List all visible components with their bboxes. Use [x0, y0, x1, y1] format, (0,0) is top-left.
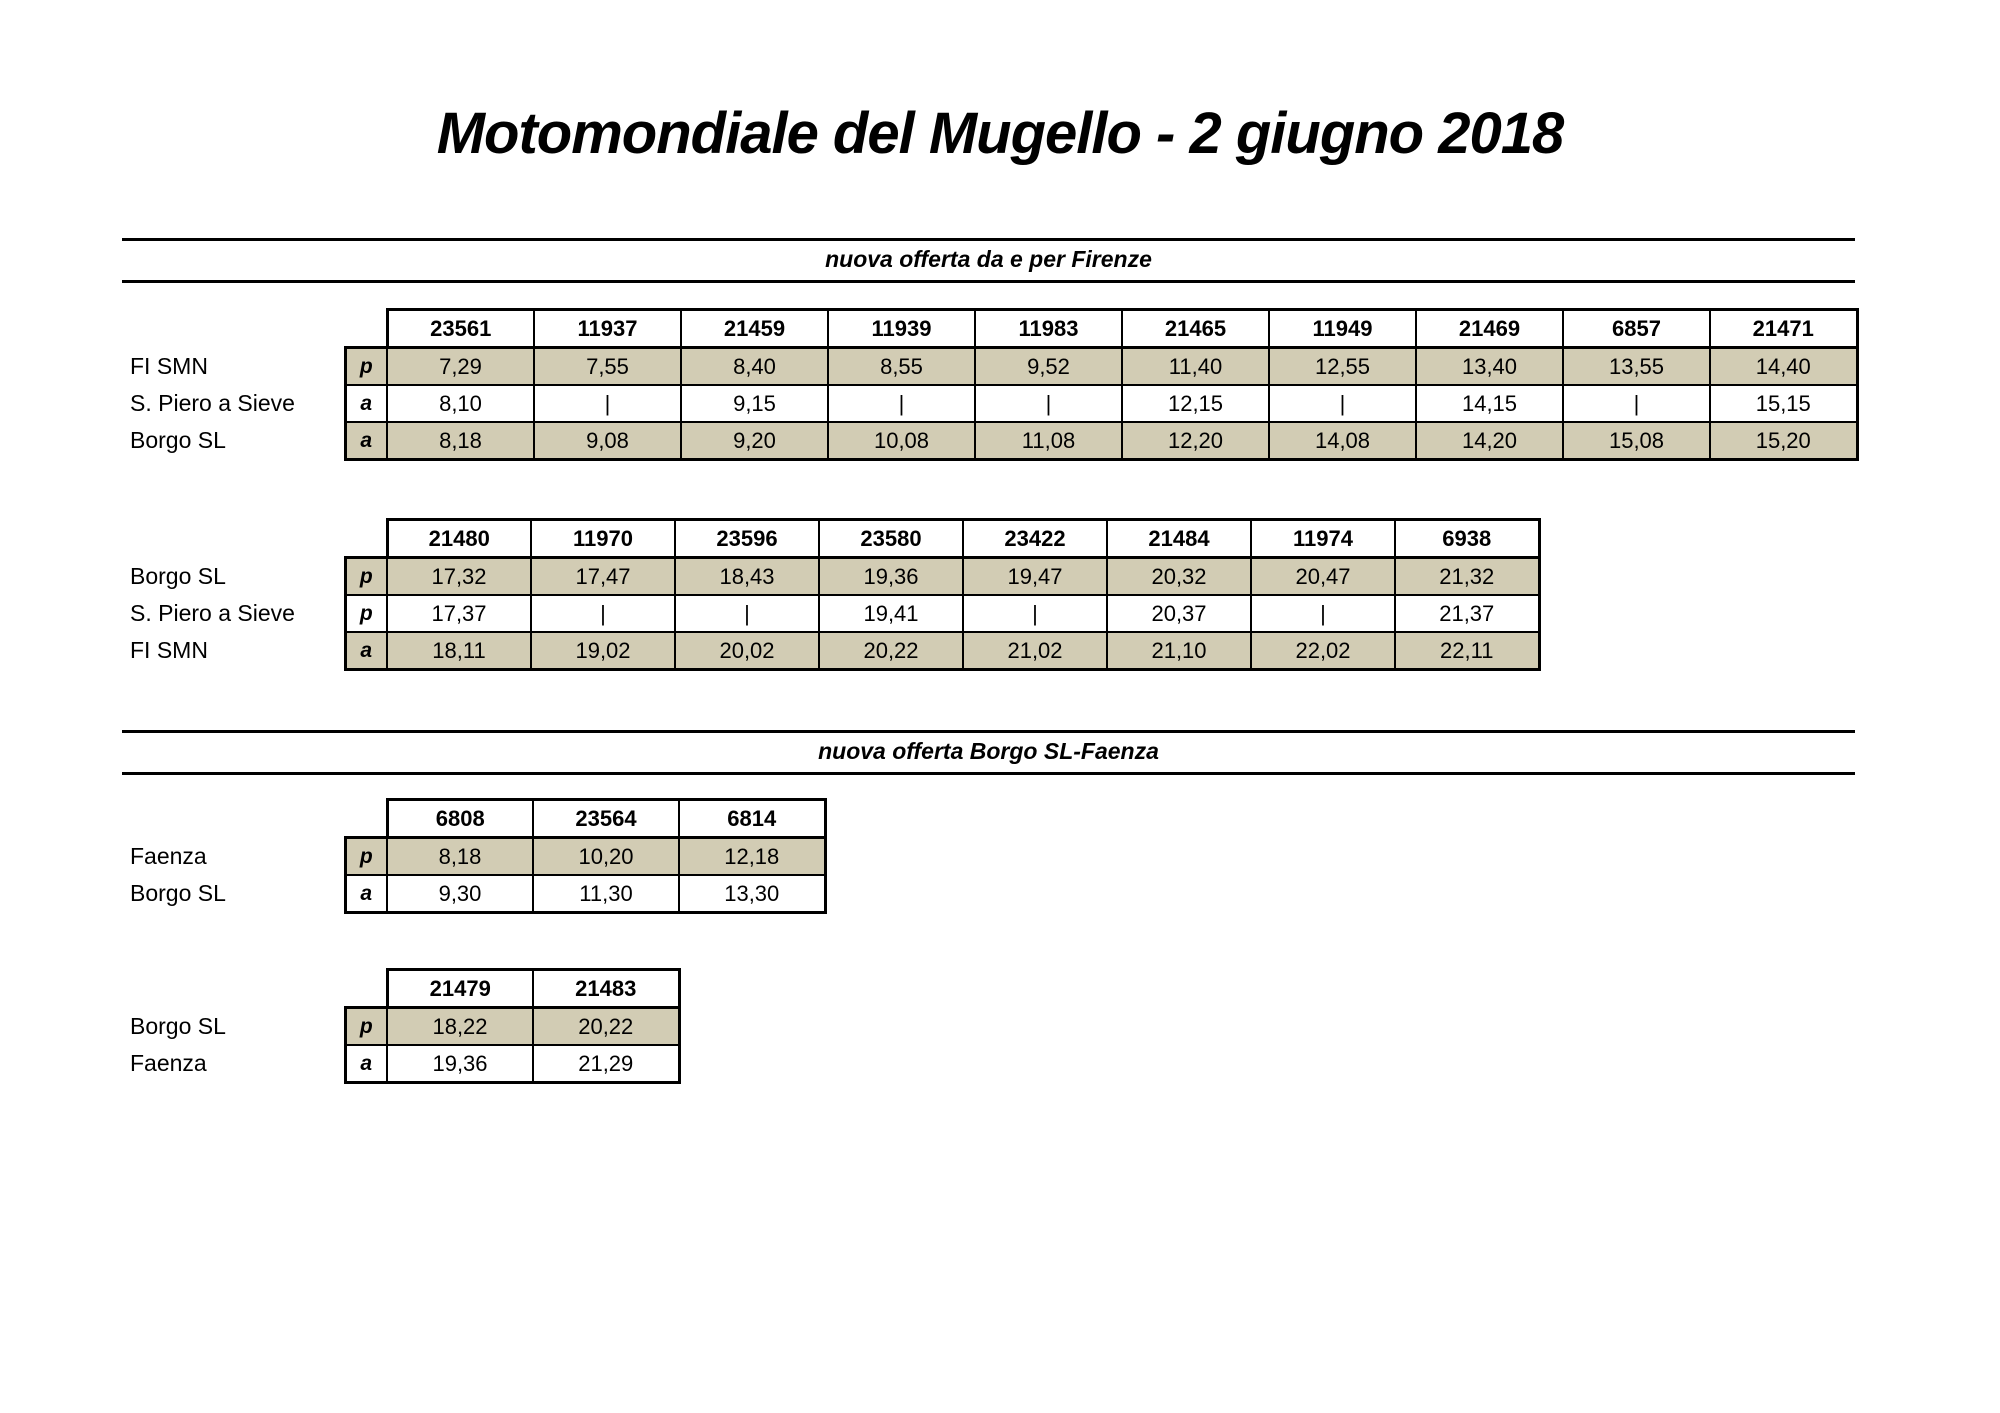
table-row — [130, 422, 1857, 460]
header-row — [130, 970, 679, 1008]
time-cell: 9,08 — [534, 422, 681, 460]
timetable-grid — [130, 798, 827, 914]
header-row — [130, 520, 1539, 558]
time-cell: 15,15 — [1710, 385, 1857, 422]
section-heading-faenza: nuova offerta Borgo SL-Faenza — [818, 738, 1159, 764]
header-row — [130, 800, 825, 838]
time-cell: 20,22 — [819, 632, 963, 670]
corner-cell — [345, 310, 387, 348]
time-cell: 12,18 — [679, 838, 825, 876]
time-cell: 11,08 — [975, 422, 1122, 460]
time-cell: 12,55 — [1269, 348, 1416, 386]
station-label: Borgo SL — [130, 1012, 226, 1039]
station-label: FI SMN — [130, 637, 208, 664]
time-cell: 11,30 — [533, 875, 679, 913]
timetable-grid — [130, 308, 1859, 461]
time-cell: 7,55 — [534, 348, 681, 386]
time-cell: 13,40 — [1416, 348, 1563, 386]
train-number-header: 23596 — [675, 520, 819, 558]
time-cell: 17,47 — [531, 558, 675, 596]
time-cell: 18,22 — [387, 1008, 533, 1046]
timetable-grid — [130, 968, 681, 1084]
train-number-header: 6857 — [1563, 310, 1710, 348]
time-cell: 8,18 — [387, 838, 533, 876]
timetable-borgo-to-faenza — [130, 968, 681, 1084]
stop-type-cell: a — [345, 875, 387, 913]
train-number-header: 23422 — [963, 520, 1107, 558]
train-number-header: 6814 — [679, 800, 825, 838]
time-cell: 15,08 — [1563, 422, 1710, 460]
time-cell: 21,10 — [1107, 632, 1251, 670]
table-row — [130, 1045, 679, 1083]
train-number-header: 21480 — [387, 520, 531, 558]
time-cell: 17,32 — [387, 558, 531, 596]
time-cell: 12,15 — [1122, 385, 1269, 422]
time-cell: | — [534, 385, 681, 422]
stop-type-cell: p — [345, 595, 387, 632]
time-cell: | — [1269, 385, 1416, 422]
time-cell: 10,08 — [828, 422, 975, 460]
corner-cell — [130, 520, 345, 558]
time-cell: 19,02 — [531, 632, 675, 670]
table-row — [130, 632, 1539, 670]
time-cell: 20,32 — [1107, 558, 1251, 596]
station-label: S. Piero a Sieve — [130, 600, 295, 626]
train-number-header: 11974 — [1251, 520, 1395, 558]
time-cell: | — [963, 595, 1107, 632]
time-cell: 21,37 — [1395, 595, 1539, 632]
time-cell: 18,43 — [675, 558, 819, 596]
time-cell: 10,20 — [533, 838, 679, 876]
header-row — [130, 310, 1857, 348]
section-heading-firenze: nuova offerta da e per Firenze — [825, 246, 1152, 272]
train-number-header: 21459 — [681, 310, 828, 348]
time-cell: | — [1563, 385, 1710, 422]
train-number-header: 11970 — [531, 520, 675, 558]
stop-type-cell: p — [345, 558, 387, 596]
station-label: S. Piero a Sieve — [130, 390, 295, 416]
corner-cell — [345, 970, 387, 1008]
time-cell: 8,18 — [387, 422, 534, 460]
time-cell: 21,32 — [1395, 558, 1539, 596]
time-cell: 14,40 — [1710, 348, 1857, 386]
time-cell: 8,55 — [828, 348, 975, 386]
stop-type-cell: p — [345, 1008, 387, 1046]
time-cell: 17,37 — [387, 595, 531, 632]
train-number-header: 21484 — [1107, 520, 1251, 558]
corner-cell — [130, 310, 345, 348]
train-number-header: 21465 — [1122, 310, 1269, 348]
table-row — [130, 348, 1857, 386]
time-cell: 20,47 — [1251, 558, 1395, 596]
train-number-header: 11949 — [1269, 310, 1416, 348]
corner-cell — [130, 800, 345, 838]
time-cell: 18,11 — [387, 632, 531, 670]
table-row — [130, 595, 1539, 632]
section-banner-faenza — [122, 730, 1855, 775]
time-cell: 19,36 — [819, 558, 963, 596]
stop-type-cell: a — [345, 422, 387, 460]
time-cell: | — [975, 385, 1122, 422]
time-cell: 13,30 — [679, 875, 825, 913]
train-number-header: 23561 — [387, 310, 534, 348]
time-cell: 22,02 — [1251, 632, 1395, 670]
time-cell: 9,30 — [387, 875, 533, 913]
time-cell: | — [828, 385, 975, 422]
page-title: Motomondiale del Mugello - 2 giugno 2018 — [436, 101, 1564, 166]
time-cell: 8,10 — [387, 385, 534, 422]
timetable-borgo-to-firenze — [130, 518, 1541, 671]
time-cell: 20,37 — [1107, 595, 1251, 632]
station-label: Borgo SL — [130, 880, 226, 907]
time-cell: 14,08 — [1269, 422, 1416, 460]
corner-cell — [345, 800, 387, 838]
train-number-header: 6808 — [387, 800, 533, 838]
time-cell: 21,02 — [963, 632, 1107, 670]
train-number-header: 11937 — [534, 310, 681, 348]
time-cell: 7,29 — [387, 348, 534, 386]
time-cell: 15,20 — [1710, 422, 1857, 460]
time-cell: 9,52 — [975, 348, 1122, 386]
train-number-header: 21483 — [533, 970, 679, 1008]
time-cell: 20,02 — [675, 632, 819, 670]
table-row — [130, 838, 825, 876]
time-cell: 21,29 — [533, 1045, 679, 1083]
train-number-header: 21479 — [387, 970, 533, 1008]
stop-type-cell: a — [345, 1045, 387, 1083]
stop-type-cell: p — [345, 838, 387, 876]
timetable-firenze-to-borgo — [130, 308, 1859, 461]
train-number-header: 23580 — [819, 520, 963, 558]
section-banner-firenze — [122, 238, 1855, 283]
station-label: Faenza — [130, 1050, 207, 1077]
stop-type-cell: a — [345, 632, 387, 670]
timetable-faenza-to-borgo — [130, 798, 827, 914]
time-cell: 20,22 — [533, 1008, 679, 1046]
time-cell: 22,11 — [1395, 632, 1539, 670]
train-number-header: 21469 — [1416, 310, 1563, 348]
train-number-header: 11983 — [975, 310, 1122, 348]
table-row — [130, 875, 825, 913]
time-cell: 8,40 — [681, 348, 828, 386]
time-cell: 9,15 — [681, 385, 828, 422]
time-cell: | — [675, 595, 819, 632]
stop-type-cell: p — [345, 348, 387, 386]
train-number-header: 6938 — [1395, 520, 1539, 558]
corner-cell — [130, 970, 345, 1008]
time-cell: 9,20 — [681, 422, 828, 460]
timetable-grid — [130, 518, 1541, 671]
time-cell: | — [531, 595, 675, 632]
time-cell: 14,20 — [1416, 422, 1563, 460]
corner-cell — [345, 520, 387, 558]
table-row — [130, 1008, 679, 1046]
station-label: FI SMN — [130, 352, 208, 379]
time-cell: 19,36 — [387, 1045, 533, 1083]
table-row — [130, 558, 1539, 596]
time-cell: 19,47 — [963, 558, 1107, 596]
stop-type-cell: a — [345, 385, 387, 422]
time-cell: 11,40 — [1122, 348, 1269, 386]
train-number-header: 11939 — [828, 310, 975, 348]
time-cell: 19,41 — [819, 595, 963, 632]
table-row — [130, 385, 1857, 422]
time-cell: | — [1251, 595, 1395, 632]
time-cell: 14,15 — [1416, 385, 1563, 422]
train-number-header: 21471 — [1710, 310, 1857, 348]
train-number-header: 23564 — [533, 800, 679, 838]
station-label: Borgo SL — [130, 427, 226, 454]
time-cell: 12,20 — [1122, 422, 1269, 460]
station-label: Borgo SL — [130, 562, 226, 589]
station-label: Faenza — [130, 842, 207, 869]
time-cell: 13,55 — [1563, 348, 1710, 386]
